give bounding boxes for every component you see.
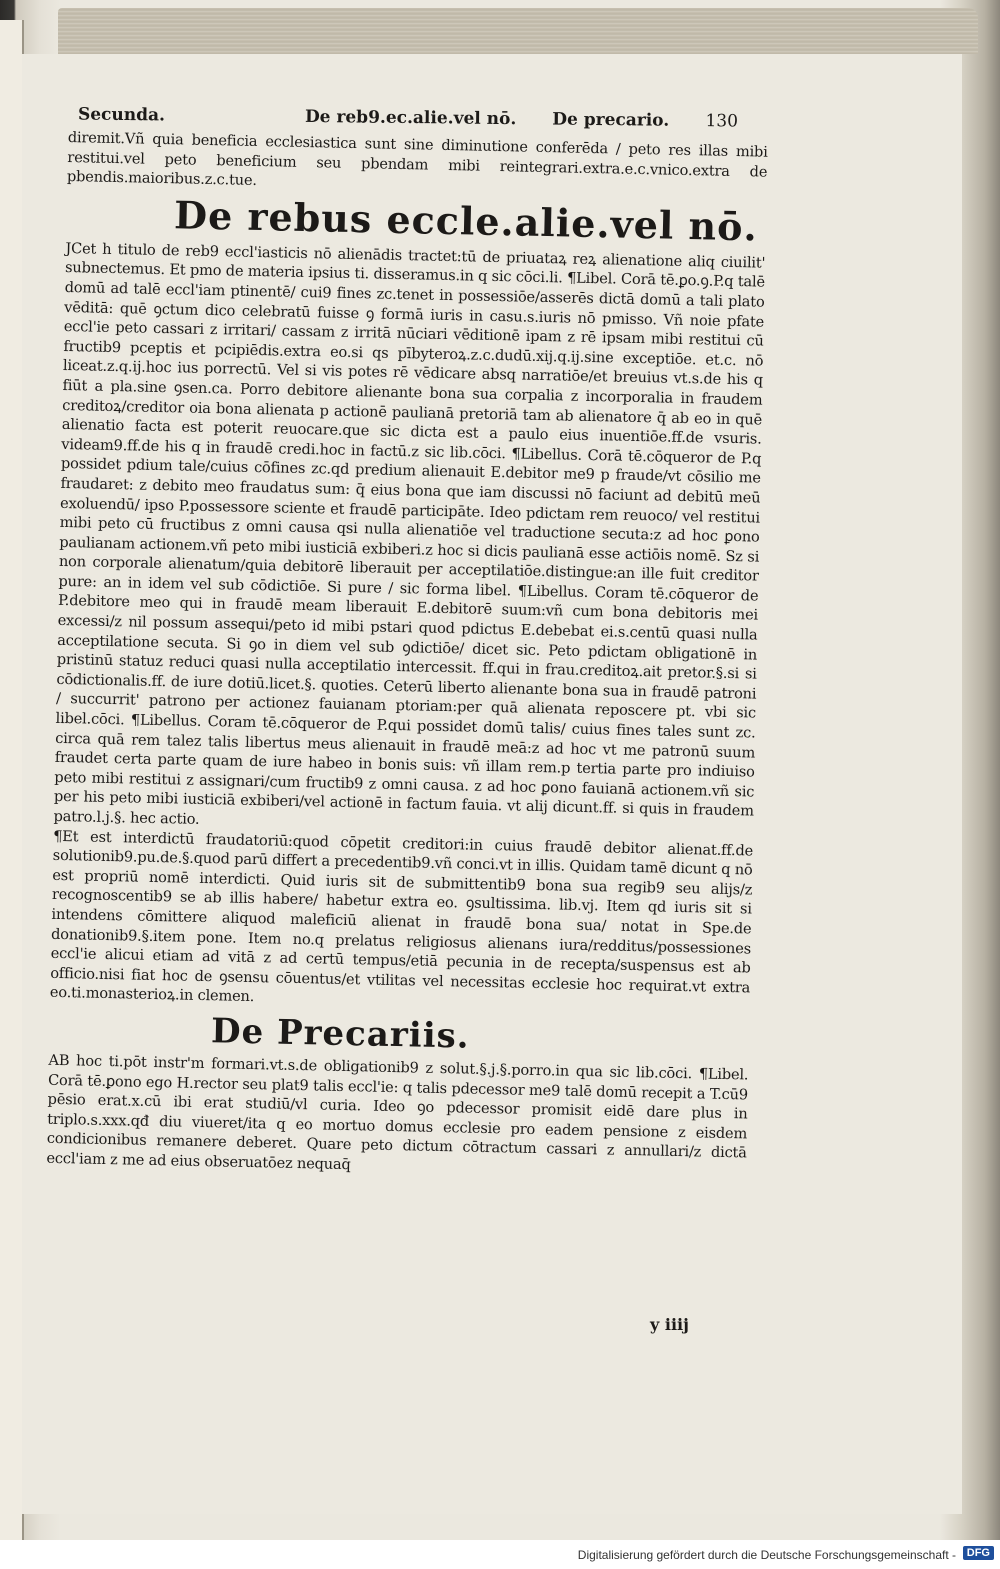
book-page-edges <box>58 8 978 54</box>
running-head <box>78 105 738 132</box>
footer-credit: Digitalisierung gefördert durch die Deutsche Forschungsgemeinschaft - <box>577 1548 956 1562</box>
paragraph-opening: diremit.Vñ quia beneficia ecclesiastica sunt sine diminutione conferēda / peto res illas mibi restitui.vel peto beneficium seu pbendam mibi reintegrari.extra.e.c.vnico.extra de pbendis.maioribus.z.c.tue. <box>66 128 768 190</box>
body-text <box>46 128 768 1183</box>
digitization-footer <box>0 1540 1000 1569</box>
signature-mark: y iiij <box>650 1315 689 1334</box>
paragraph-interdictum: ¶Et est interdictū fraudatoriū:quod cōpetit creditori:in cuius fraudē debitor alienat.ff.de solutionib9.pu.de.§.quod parū differt a precedentib9.vñ conci.vt in illis. Quidam tamē dicunt q nō est propriū nomē interdicti. Quid iuris sit de submittentib9 bona sua regib9 seu alijs/z recognoscentib9 se ab illis habere/ habetur extra eo. ꝯsultissima. lib.vj. Item qd iuris sit si intendens cōmittere aliquod maleficiū alienat in fraudē bona sua/ notat in Spe.de donationib9.§.item pone. Item no.q prelatus religiosus alienans iura/redditus/possessiones eccl'ie alicui etiam ad vitā z ad certū tempus/etiā pecunia in de recepta/suspensus est ab officio.nisi fiat hoc de ꝯsensu cōuentus/et vtilitas vel necessitas ecclesie hoc requirat.vt extra eo.ti.monasterioꝝ.in clemen. <box>49 827 754 1006</box>
section-heading-precariis: De Precariis. <box>210 1011 471 1057</box>
paragraph-rebus-main: JCet h titulo de reb9 eccl'iasticis nō alienādis tractet:tū de priuataꝝ reꝝ alienatione aliq ciuilit' subnectemus. Et pmo de materia ipsius ti. disseramus.in q sic cōci.li. ¶Libel. Corā tē.ꝑo.ꝯ.P.q talē domū ad talē eccl'iam ptinentē/ cui9 fines zc.tenet in possessiōe/asserēs dictā domū a tali plato vēditā: quē ꝯctum dico celebratū fuisse ꝯ formā iuris in casu.s.iuris nō pmisso. Vñ noie pfate eccl'ie peto cassari z irritari/ cassam z irritā nūciari vēditionē ipam z rē ipsam mibi restitui cū fructib9 pceptis et pcipiēdis.extra eo.si qs pībyteroꝝ.z.c.dudū.xij.q.ij.sine exceptiōe. et.c. nō liceat.z.q.ij.hoc ius porrectū. Vel si vis potes rē vēdicare absq narratiōe/et breuius vt.s.de his q fiūt a pla.sine ꝯsen.ca. Porro debitore alienante bona sua corpalia z incorporalia in fraudem creditoꝝ/creditor oia bona alienata p actionē paulianā pretoriā tam ab alienatore q̄ ab eo in quē alienatio facta est poterit reuocare.que sic dicta est a paulo eius inuentiōe.ff.de vsuris. videam9.ff.de his q in fraudē credi.hoc in factū.z sic lib.cōci. ¶Libellus. Corā tē.cōqueror de P.q possidet pdium tale/cuius cōfines zc.qd predium alienauit E.debitor me9 p fraude/vt cōsilio me fraudaret: z debito meo fraudatus sum: q̄ eius bona que iam discussi nō faciunt ad debitū meū exoluendū/ ipso P.possessore sciente et fraudē participāte. Ideo pdictam rem reuoco/ vel restitui mibi peto cū fructibus z omni causa qsi nulla alienatiōe vel traductione secuta:z ad hoc ꝑono paulianam actionem.vñ peto mibi iusticiā exbiberi.z hoc si dicis paulianā esse actiōis nomē. Sz si non corporale alienatum/quia debitorē liberauit per acceptilatiōe.distingue:an ille fuit creditor pure: an in idem vel sub cōdictiōe. Si pure / sic forma libel. ¶Libellus. Coram tē.cōqueror de P.debitore meo qui in fraudē meam liberauit E.debitorē suum:vñ cum bona debitoris mei excessi/z nil possum assequi/peto id mibi pstari quod pdictus E.debebat ei.s.centū quasi nulla acceptilatione secuta. Si ꝯo in diem vel sub ꝯdictiōe/ dicet sic. Peto pdictam obligationē in pristinū statuz reduci quasi nulla acceptilatio intercessit. ff.qui in frau.creditoꝝ.ait pretor.§.si si cōdictionalis.ff. de iure dotiū.licet.§. quoties. Ceterū liberto alienante bona sua in fraudē patroni / succurrit' patrono per actionez fauianam ptoriam:per quā alienata reposcere pt. vbi sic libel.cōci. ¶Libellus. Coram tē.cōqueror de P.qui possidet domū talis/ cuius fines tales sunt zc. circa quā rem talez talis libertus meus alienauit in fraudē meā:z ad hoc vt me patronū suum fraudet certa parte quam de iure habeo in bonis suis: vñ illam rem.p tertia parte pro indiuiso peto mibi restitui z assignari/cum fructib9 z omni causa. z ad hoc ꝑono fauianā actionem.vñ sic per his peto mibi iusticiā exbiberi/vel actionē in factum fauia. vt alij dicunt.ff. si quis in fraudem patro.l.j.§. hec actio. <box>53 239 766 828</box>
running-head-right: De precario. <box>552 109 670 131</box>
page-text-block <box>46 104 768 1174</box>
facing-page-edge <box>0 20 24 1540</box>
paragraph-precariis: AB hoc ti.pōt instr'm formari.vt.s.de obligationib9 z solut.§.j.§.porro.in qua sic lib.cōci. ¶Libel. Corā tē.ꝑono ego H.rector seu plat9 talis eccl'ie: q talis pdecessor me9 talē domū recepit a T.cū9 pēsio erat.x.cū ibi erat studiū/vl curia. Ideo ꝯo pdecessor promisit eidē dare plus in triplo.s.xxx.qđ diu viueret/ita q eo mortuo domus ecclesie pro eadem pensione z eisdem condicionibus remanere deberet. Quare peto dictum cōtractum cassari z annullari/z dictā eccl'iam z me ad eius obseruatōez nequaq̄ <box>46 1051 749 1174</box>
section-heading-rebus: De rebus eccle.alie.vel nō. <box>173 192 759 250</box>
dfg-logo: DFG <box>963 1546 994 1560</box>
folio-number: 130 <box>705 111 739 132</box>
running-head-middle: De reb9.ec.alie.vel nō. <box>304 106 517 130</box>
running-head-left: Secunda. <box>77 104 166 126</box>
